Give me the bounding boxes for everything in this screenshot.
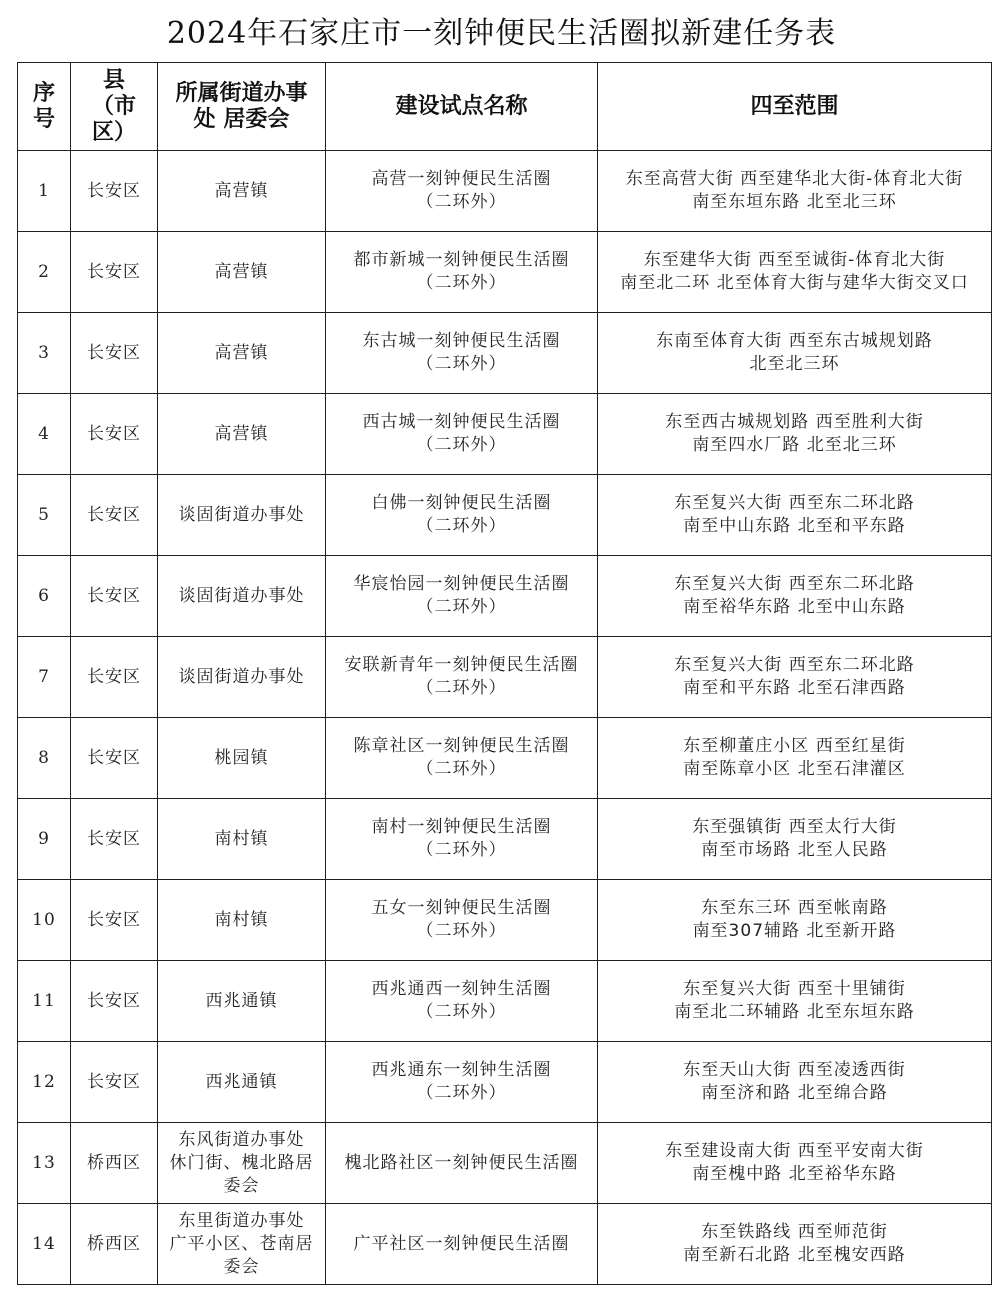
- cell-index: [18, 475, 71, 556]
- cell-range-line: 东至铁路线 西至师范街: [701, 1222, 888, 1242]
- cell-county: [71, 880, 158, 961]
- cell-name-line: 陈章社区一刻钟便民生活圈: [353, 736, 570, 756]
- table-row: [18, 556, 992, 637]
- cell-county: [71, 556, 158, 637]
- header-county-line: 县: [102, 67, 125, 93]
- cell-street-line: 西兆通镇: [205, 1071, 278, 1092]
- cell-county-line: 长安区: [87, 1071, 141, 1092]
- header-street-line: 处 居委会: [193, 106, 290, 132]
- cell-county: [71, 151, 158, 232]
- cell-name-line: （二环外）: [416, 516, 507, 536]
- cell-name-line: 南村一刻钟便民生活圈: [371, 817, 552, 837]
- cell-name: [326, 1204, 598, 1285]
- cell-name: [326, 151, 598, 232]
- header-street-line: 所属街道办事: [175, 80, 308, 106]
- cell-street-line: 西兆通镇: [205, 990, 278, 1011]
- cell-index-line: 4: [38, 423, 50, 444]
- cell-name-line: （二环外）: [416, 354, 507, 374]
- cell-street-line: 南村镇: [214, 909, 269, 930]
- cell-street-line: 高营镇: [214, 342, 269, 363]
- cell-index-line: 6: [38, 585, 50, 606]
- cell-name-line: （二环外）: [416, 1083, 507, 1103]
- cell-index: [18, 880, 71, 961]
- header-county: [71, 63, 158, 151]
- cell-street: [158, 232, 326, 313]
- page-title: 2024年石家庄市一刻钟便民生活圈拟新建任务表: [166, 16, 837, 51]
- cell-index-line: 7: [38, 666, 50, 687]
- header-range: [598, 63, 992, 151]
- cell-name-line: （二环外）: [416, 273, 507, 293]
- table-row: [18, 799, 992, 880]
- cell-street: [158, 637, 326, 718]
- cell-range: [598, 718, 992, 799]
- header-street: [158, 63, 326, 151]
- cell-range: [598, 556, 992, 637]
- cell-range-line: 南至北二环辅路 北至东垣东路: [674, 1002, 915, 1022]
- cell-name-line: 都市新城一刻钟便民生活圈: [353, 250, 570, 270]
- table-row: [18, 637, 992, 718]
- cell-name-line: 华宸怡园一刻钟便民生活圈: [353, 574, 570, 594]
- cell-county: [71, 637, 158, 718]
- table-row: [18, 880, 992, 961]
- cell-county: [71, 718, 158, 799]
- cell-range: [598, 880, 992, 961]
- cell-range: [598, 394, 992, 475]
- cell-name: [326, 718, 598, 799]
- cell-street: [158, 151, 326, 232]
- cell-street-line: 高营镇: [214, 423, 269, 444]
- cell-name-line: 东古城一刻钟便民生活圈: [362, 331, 561, 351]
- table-row: [18, 394, 992, 475]
- cell-street: [158, 1123, 326, 1204]
- cell-name-line: 西兆通西一刻钟生活圈: [371, 979, 552, 999]
- table-row: [18, 232, 992, 313]
- cell-name-line: （二环外）: [416, 840, 507, 860]
- cell-name: [326, 1042, 598, 1123]
- table-row: [18, 313, 992, 394]
- cell-name: [326, 394, 598, 475]
- cell-county-line: 长安区: [87, 828, 141, 849]
- cell-index: [18, 961, 71, 1042]
- cell-index-line: 10: [32, 909, 56, 930]
- cell-index: [18, 1042, 71, 1123]
- cell-range: [598, 1123, 992, 1204]
- cell-index-line: 8: [38, 747, 50, 768]
- cell-street: [158, 556, 326, 637]
- cell-county-line: 桥西区: [87, 1233, 141, 1254]
- cell-street: [158, 961, 326, 1042]
- cell-index-line: 11: [32, 990, 56, 1011]
- cell-index: [18, 556, 71, 637]
- cell-range: [598, 151, 992, 232]
- cell-county: [71, 232, 158, 313]
- cell-name-line: （二环外）: [416, 597, 507, 617]
- cell-county: [71, 1204, 158, 1285]
- cell-range-line: 南至新石北路 北至槐安西路: [683, 1245, 906, 1265]
- cell-name: [326, 556, 598, 637]
- cell-name: [326, 475, 598, 556]
- cell-name: [326, 1123, 598, 1204]
- cell-range-line: 东至复兴大街 西至十里铺街: [683, 979, 906, 999]
- cell-name-line: 广平社区一刻钟便民生活圈: [353, 1233, 570, 1254]
- cell-county: [71, 1042, 158, 1123]
- cell-index-line: 13: [32, 1152, 56, 1173]
- cell-street: [158, 394, 326, 475]
- cell-county-line: 长安区: [87, 504, 141, 525]
- cell-street: [158, 1042, 326, 1123]
- cell-name-line: 西古城一刻钟便民生活圈: [362, 412, 561, 432]
- cell-name: [326, 637, 598, 718]
- cell-range-line: 北至北三环: [749, 354, 840, 374]
- cell-index-line: 1: [38, 180, 50, 201]
- cell-name-line: （二环外）: [416, 192, 507, 212]
- cell-county: [71, 394, 158, 475]
- cell-range: [598, 475, 992, 556]
- table-row: [18, 1204, 992, 1285]
- cell-range: [598, 313, 992, 394]
- cell-street: [158, 1204, 326, 1285]
- cell-range-line: 东至强镇街 西至太行大街: [692, 817, 897, 837]
- header-index: [18, 63, 71, 151]
- cell-street: [158, 799, 326, 880]
- cell-index: [18, 718, 71, 799]
- cell-county: [71, 1123, 158, 1204]
- cell-county-line: 长安区: [87, 342, 141, 363]
- header-county-line: 区）: [91, 119, 136, 145]
- cell-name: [326, 880, 598, 961]
- cell-county-line: 长安区: [87, 180, 141, 201]
- cell-range-line: 东至高营大街 西至建华北大街-体育北大街: [625, 169, 964, 189]
- task-table: [17, 62, 992, 1285]
- cell-index-line: 2: [38, 261, 50, 282]
- cell-county-line: 长安区: [87, 747, 141, 768]
- cell-index-line: 14: [32, 1233, 56, 1254]
- cell-name-line: 白佛一刻钟便民生活圈: [371, 493, 552, 513]
- cell-range-line: 东至建设南大街 西至平安南大街: [665, 1141, 924, 1161]
- cell-street-line: 桃园镇: [214, 747, 269, 768]
- cell-county-line: 长安区: [87, 909, 141, 930]
- cell-street: [158, 718, 326, 799]
- cell-county-line: 桥西区: [87, 1152, 141, 1173]
- cell-index-line: 9: [38, 828, 50, 849]
- cell-range: [598, 799, 992, 880]
- cell-street-line: 高营镇: [214, 180, 269, 201]
- cell-index: [18, 1123, 71, 1204]
- cell-range-line: 南至307辅路 北至新开路: [692, 921, 897, 941]
- cell-range-line: 南至东垣东路 北至北三环: [692, 192, 897, 212]
- cell-county: [71, 475, 158, 556]
- cell-index-line: 3: [38, 342, 50, 363]
- table-row: [18, 718, 992, 799]
- cell-street-line: 广平小区、苍南居: [169, 1233, 314, 1254]
- cell-street-line: 委会: [223, 1175, 260, 1196]
- cell-street: [158, 475, 326, 556]
- cell-range: [598, 1042, 992, 1123]
- cell-name-line: 安联新青年一刻钟便民生活圈: [344, 655, 579, 675]
- cell-range-line: 东至西古城规划路 西至胜利大街: [665, 412, 924, 432]
- cell-county-line: 长安区: [87, 990, 141, 1011]
- header-name-line: 建设试点名称: [395, 93, 528, 119]
- cell-name-line: 高营一刻钟便民生活圈: [371, 169, 552, 189]
- cell-index: [18, 232, 71, 313]
- cell-name: [326, 313, 598, 394]
- cell-county: [71, 799, 158, 880]
- cell-index: [18, 637, 71, 718]
- cell-name: [326, 799, 598, 880]
- cell-street-line: 高营镇: [214, 261, 269, 282]
- cell-range-line: 南至北二环 北至体育大街与建华大街交叉口: [620, 273, 969, 293]
- cell-name-line: （二环外）: [416, 678, 507, 698]
- cell-street-line: 南村镇: [214, 828, 269, 849]
- cell-name-line: （二环外）: [416, 435, 507, 455]
- cell-county-line: 长安区: [87, 423, 141, 444]
- cell-county: [71, 961, 158, 1042]
- cell-range-line: 南至济和路 北至绵合路: [701, 1083, 888, 1103]
- cell-range-line: 东至复兴大街 西至东二环北路: [674, 493, 915, 513]
- cell-county: [71, 313, 158, 394]
- cell-range-line: 南至陈章小区 北至石津灌区: [683, 759, 906, 779]
- header-range-line: 四至范围: [750, 93, 839, 119]
- cell-range-line: 东至柳董庄小区 西至红星街: [683, 736, 906, 756]
- cell-index: [18, 394, 71, 475]
- cell-name-line: （二环外）: [416, 1002, 507, 1022]
- cell-street: [158, 313, 326, 394]
- cell-range-line: 东至复兴大街 西至东二环北路: [674, 574, 915, 594]
- cell-index-line: 5: [38, 504, 50, 525]
- table-row: [18, 151, 992, 232]
- cell-street-line: 谈固街道办事处: [178, 504, 305, 525]
- cell-county-line: 长安区: [87, 261, 141, 282]
- cell-name-line: 五女一刻钟便民生活圈: [371, 898, 552, 918]
- table-row: [18, 1123, 992, 1204]
- cell-county-line: 长安区: [87, 666, 141, 687]
- cell-range-line: 南至市场路 北至人民路: [701, 840, 888, 860]
- cell-range: [598, 961, 992, 1042]
- header-row: [18, 63, 992, 151]
- cell-range: [598, 637, 992, 718]
- cell-street-line: 休门街、槐北路居: [169, 1152, 314, 1173]
- header-index-line: 号: [32, 106, 55, 132]
- cell-range-line: 东至东三环 西至帐南路: [701, 898, 888, 918]
- cell-range: [598, 232, 992, 313]
- cell-street-line: 东风街道办事处: [178, 1129, 305, 1150]
- cell-range-line: 东至天山大街 西至凌透西街: [683, 1060, 906, 1080]
- cell-range-line: 南至和平东路 北至石津西路: [683, 678, 906, 698]
- cell-range-line: 东至建华大街 西至至诚街-体育北大街: [643, 250, 946, 270]
- cell-index-line: 12: [32, 1071, 56, 1092]
- cell-street-line: 东里街道办事处: [178, 1210, 305, 1231]
- header-name: [326, 63, 598, 151]
- cell-street-line: 委会: [223, 1256, 260, 1277]
- cell-range-line: 南至四水厂路 北至北三环: [692, 435, 897, 455]
- cell-county-line: 长安区: [87, 585, 141, 606]
- cell-index: [18, 151, 71, 232]
- cell-street-line: 谈固街道办事处: [178, 585, 305, 606]
- table-row: [18, 961, 992, 1042]
- cell-street: [158, 880, 326, 961]
- cell-name: [326, 232, 598, 313]
- cell-name: [326, 961, 598, 1042]
- table-body: [18, 151, 992, 1285]
- cell-range-line: 东南至体育大街 西至东古城规划路: [656, 331, 933, 351]
- cell-index: [18, 1204, 71, 1285]
- cell-name-line: 西兆通东一刻钟生活圈: [371, 1060, 552, 1080]
- cell-name-line: （二环外）: [416, 759, 507, 779]
- table-row: [18, 475, 992, 556]
- cell-range-line: 南至中山东路 北至和平东路: [683, 516, 906, 536]
- header-index-line: 序: [32, 80, 55, 106]
- table-row: [18, 1042, 992, 1123]
- cell-range-line: 南至槐中路 北至裕华东路: [692, 1164, 897, 1184]
- cell-index: [18, 313, 71, 394]
- cell-name-line: 槐北路社区一刻钟便民生活圈: [344, 1152, 579, 1173]
- cell-index: [18, 799, 71, 880]
- cell-street-line: 谈固街道办事处: [178, 666, 305, 687]
- cell-range-line: 东至复兴大街 西至东二环北路: [674, 655, 915, 675]
- cell-range-line: 南至裕华东路 北至中山东路: [683, 597, 906, 617]
- header-county-line: （市: [91, 93, 136, 119]
- cell-name-line: （二环外）: [416, 921, 507, 941]
- cell-range: [598, 1204, 992, 1285]
